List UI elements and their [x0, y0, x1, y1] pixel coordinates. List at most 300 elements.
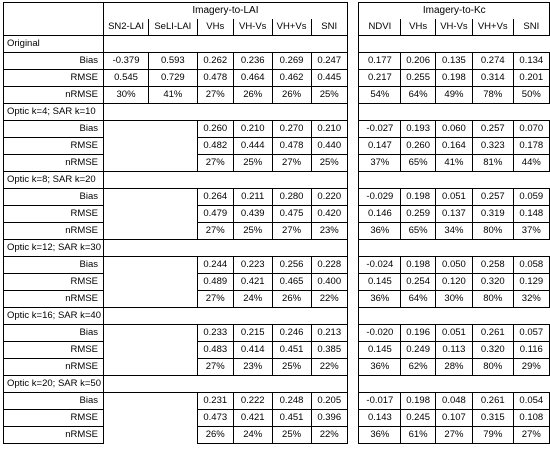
value-cell: 0.260 [197, 121, 233, 138]
value-cell: 25% [233, 223, 272, 240]
value-cell: 54% [359, 87, 401, 104]
value-cell: 36% [359, 291, 401, 308]
column-gap [347, 410, 359, 427]
value-cell: 29% [513, 359, 549, 376]
empty-cell [149, 189, 198, 206]
col-header-lai: VH+Vs [272, 19, 311, 36]
value-cell: 0.051 [435, 325, 472, 342]
value-cell: 0.198 [401, 393, 436, 410]
value-cell: 64% [401, 87, 436, 104]
value-cell: 0.205 [311, 393, 347, 410]
value-cell: 0.215 [233, 325, 272, 342]
value-cell: 49% [435, 87, 472, 104]
value-cell: 0.545 [104, 70, 149, 87]
blank-cell [472, 104, 513, 121]
value-cell: 36% [359, 359, 401, 376]
blank-cell [104, 172, 149, 189]
value-cell: 0.280 [272, 189, 311, 206]
value-cell: 0.400 [311, 274, 347, 291]
value-cell: 41% [435, 155, 472, 172]
value-cell: 0.108 [513, 410, 549, 427]
value-cell: 26% [272, 291, 311, 308]
blank-cell [401, 172, 436, 189]
blank-cell [311, 376, 347, 393]
metric-label: Bias [4, 121, 104, 138]
column-gap [347, 257, 359, 274]
blank-cell [149, 376, 198, 393]
blank-cell [359, 36, 401, 53]
value-cell: 0.231 [197, 393, 233, 410]
blank-cell [149, 104, 198, 121]
blank-cell [149, 172, 198, 189]
empty-cell [149, 206, 198, 223]
metric-label: nRMSE [4, 359, 104, 376]
column-gap [347, 393, 359, 410]
blank-cell [472, 376, 513, 393]
metric-label: RMSE [4, 206, 104, 223]
value-cell: 30% [104, 87, 149, 104]
value-cell: 0.233 [197, 325, 233, 342]
section-title-row [4, 308, 550, 325]
blank-cell [513, 36, 549, 53]
column-gap [347, 206, 359, 223]
value-cell: 25% [311, 87, 347, 104]
value-cell: 0.193 [401, 121, 436, 138]
value-cell: 0.129 [513, 274, 549, 291]
blank-cell [435, 172, 472, 189]
value-cell: 0.259 [401, 206, 436, 223]
blank-cell [513, 172, 549, 189]
blank-cell [359, 104, 401, 121]
value-cell: 0.196 [401, 325, 436, 342]
corner-cell [4, 19, 104, 36]
value-cell: 0.261 [472, 325, 513, 342]
value-cell: 0.261 [472, 393, 513, 410]
value-cell: 0.059 [513, 189, 549, 206]
col-header-kc: VH+Vs [472, 19, 513, 36]
section-title: Optic k=20; SAR k=50 [4, 376, 104, 393]
value-cell: 0.440 [311, 138, 347, 155]
column-gap [347, 342, 359, 359]
blank-cell [359, 240, 401, 257]
value-cell: 0.264 [197, 189, 233, 206]
value-cell: 0.421 [233, 410, 272, 427]
empty-cell [104, 291, 149, 308]
table-row [4, 257, 550, 274]
column-gap [347, 138, 359, 155]
blank-cell [272, 36, 311, 53]
blank-cell [197, 240, 233, 257]
value-cell: 0.314 [472, 70, 513, 87]
metric-label: nRMSE [4, 427, 104, 444]
empty-cell [149, 155, 198, 172]
blank-cell [233, 240, 272, 257]
value-cell: 0.323 [472, 138, 513, 155]
col-header-lai: SeLI-LAI [149, 19, 198, 36]
value-cell: 0.146 [359, 206, 401, 223]
empty-cell [104, 223, 149, 240]
value-cell: 0.478 [272, 138, 311, 155]
value-cell: 0.451 [272, 342, 311, 359]
value-cell: 0.256 [272, 257, 311, 274]
value-cell: 0.245 [401, 410, 436, 427]
value-cell: 0.482 [197, 138, 233, 155]
value-cell: 27% [272, 223, 311, 240]
empty-cell [149, 410, 198, 427]
value-cell: 26% [272, 87, 311, 104]
empty-cell [104, 427, 149, 444]
metric-label: nRMSE [4, 291, 104, 308]
empty-cell [149, 427, 198, 444]
blank-cell [359, 376, 401, 393]
value-cell: 27% [197, 223, 233, 240]
blank-cell [311, 36, 347, 53]
value-cell: 41% [149, 87, 198, 104]
blank-cell [104, 104, 149, 121]
value-cell: 27% [197, 291, 233, 308]
blank-cell [435, 376, 472, 393]
value-cell: 0.164 [435, 138, 472, 155]
table-row [4, 325, 550, 342]
value-cell: 0.414 [233, 342, 272, 359]
blank-cell [104, 308, 149, 325]
blank-cell [401, 308, 436, 325]
section-title-row [4, 36, 550, 53]
table-row [4, 393, 550, 410]
value-cell: 0.255 [401, 70, 436, 87]
column-gap [347, 427, 359, 444]
blank-cell [472, 36, 513, 53]
value-cell: 0.210 [233, 121, 272, 138]
value-cell: 0.206 [401, 53, 436, 70]
value-cell: 0.060 [435, 121, 472, 138]
value-cell: 0.257 [472, 189, 513, 206]
col-header-kc: NDVI [359, 19, 401, 36]
blank-cell [272, 240, 311, 257]
blank-cell [472, 308, 513, 325]
value-cell: 80% [472, 223, 513, 240]
blank-cell [401, 240, 436, 257]
value-cell: 37% [359, 155, 401, 172]
value-cell: 23% [233, 359, 272, 376]
empty-cell [104, 121, 149, 138]
blank-cell [359, 308, 401, 325]
column-gap [347, 274, 359, 291]
blank-cell [149, 240, 198, 257]
empty-cell [104, 393, 149, 410]
metric-label: RMSE [4, 342, 104, 359]
group-header-row [4, 3, 550, 20]
value-cell: -0.029 [359, 189, 401, 206]
group-header-kc: Imagery-to-Kc [359, 3, 550, 20]
blank-cell [272, 376, 311, 393]
value-cell: 0.198 [401, 257, 436, 274]
value-cell: 0.320 [472, 274, 513, 291]
value-cell: 0.220 [311, 189, 347, 206]
empty-cell [104, 206, 149, 223]
value-cell: 0.048 [435, 393, 472, 410]
table-row [4, 138, 550, 155]
section-title-row [4, 172, 550, 189]
blank-cell [104, 240, 149, 257]
section-title-row [4, 240, 550, 257]
table-row [4, 274, 550, 291]
column-gap [347, 325, 359, 342]
value-cell: 25% [272, 359, 311, 376]
value-cell: 0.439 [233, 206, 272, 223]
value-cell: 0.145 [359, 342, 401, 359]
value-cell: 0.260 [401, 138, 436, 155]
section-title-row [4, 376, 550, 393]
column-gap [347, 19, 359, 36]
metric-label: nRMSE [4, 87, 104, 104]
value-cell: 25% [272, 427, 311, 444]
value-cell: 0.147 [359, 138, 401, 155]
value-cell: 0.210 [311, 121, 347, 138]
blank-cell [104, 36, 149, 53]
col-header-kc: VH-Vs [435, 19, 472, 36]
blank-cell [401, 376, 436, 393]
table-row [4, 359, 550, 376]
blank-cell [435, 104, 472, 121]
empty-cell [149, 274, 198, 291]
empty-cell [149, 257, 198, 274]
value-cell: 0.228 [311, 257, 347, 274]
value-cell: 23% [311, 223, 347, 240]
value-cell: 0.262 [197, 53, 233, 70]
value-cell: 0.143 [359, 410, 401, 427]
value-cell: 27% [197, 87, 233, 104]
value-cell: -0.379 [104, 53, 149, 70]
blank-cell [272, 308, 311, 325]
blank-cell [197, 308, 233, 325]
section-title: Optic k=12; SAR k=30 [4, 240, 104, 257]
value-cell: 0.058 [513, 257, 549, 274]
metric-label: Bias [4, 53, 104, 70]
metric-label: nRMSE [4, 155, 104, 172]
value-cell: 26% [233, 87, 272, 104]
blank-cell [233, 308, 272, 325]
table-row [4, 155, 550, 172]
value-cell: 0.475 [272, 206, 311, 223]
blank-cell [233, 376, 272, 393]
value-cell: 0.248 [272, 393, 311, 410]
blank-cell [359, 172, 401, 189]
blank-cell [435, 240, 472, 257]
value-cell: 30% [435, 291, 472, 308]
value-cell: 65% [401, 223, 436, 240]
table-row [4, 53, 550, 70]
table-row [4, 189, 550, 206]
empty-cell [104, 342, 149, 359]
value-cell: 0.473 [197, 410, 233, 427]
blank-cell [513, 104, 549, 121]
value-cell: 25% [233, 155, 272, 172]
value-cell: 0.421 [233, 274, 272, 291]
value-cell: 0.249 [401, 342, 436, 359]
value-cell: -0.024 [359, 257, 401, 274]
value-cell: 44% [513, 155, 549, 172]
value-cell: 81% [472, 155, 513, 172]
column-gap [347, 223, 359, 240]
column-gap [347, 53, 359, 70]
value-cell: 0.445 [311, 70, 347, 87]
table-row [4, 291, 550, 308]
metric-label: Bias [4, 325, 104, 342]
value-cell: 78% [472, 87, 513, 104]
blank-cell [513, 308, 549, 325]
value-cell: 0.120 [435, 274, 472, 291]
metric-label: Bias [4, 189, 104, 206]
results-table [3, 2, 550, 444]
value-cell: 65% [401, 155, 436, 172]
table-row [4, 410, 550, 427]
metric-label: RMSE [4, 70, 104, 87]
blank-cell [401, 36, 436, 53]
value-cell: -0.020 [359, 325, 401, 342]
section-title: Original [4, 36, 104, 53]
value-cell: 0.274 [472, 53, 513, 70]
column-gap [347, 189, 359, 206]
empty-cell [104, 325, 149, 342]
results-table-body [4, 3, 550, 444]
table-row [4, 427, 550, 444]
value-cell: 0.236 [233, 53, 272, 70]
table-row [4, 121, 550, 138]
value-cell: 36% [359, 427, 401, 444]
blank-cell [272, 104, 311, 121]
value-cell: 0.254 [401, 274, 436, 291]
value-cell: 0.420 [311, 206, 347, 223]
blank-cell [149, 308, 198, 325]
value-cell: 0.247 [311, 53, 347, 70]
value-cell: 22% [311, 291, 347, 308]
value-cell: 0.134 [513, 53, 549, 70]
blank-cell [197, 172, 233, 189]
blank-cell [272, 172, 311, 189]
value-cell: 0.201 [513, 70, 549, 87]
value-cell: 27% [435, 427, 472, 444]
blank-cell [435, 36, 472, 53]
column-gap [347, 359, 359, 376]
col-header-lai: SNI [311, 19, 347, 36]
value-cell: 22% [311, 427, 347, 444]
value-cell: -0.017 [359, 393, 401, 410]
table-row [4, 70, 550, 87]
blank-cell [513, 376, 549, 393]
value-cell: 27% [197, 359, 233, 376]
blank-cell [197, 36, 233, 53]
value-cell: 0.269 [272, 53, 311, 70]
metric-label: RMSE [4, 410, 104, 427]
value-cell: 0.213 [311, 325, 347, 342]
empty-cell [149, 291, 198, 308]
column-gap [347, 172, 359, 189]
value-cell: 0.478 [197, 70, 233, 87]
empty-cell [149, 359, 198, 376]
value-cell: 0.223 [233, 257, 272, 274]
value-cell: 0.054 [513, 393, 549, 410]
metric-label: Bias [4, 257, 104, 274]
blank-cell [311, 308, 347, 325]
empty-cell [149, 223, 198, 240]
blank-cell [233, 104, 272, 121]
value-cell: 80% [472, 291, 513, 308]
value-cell: 22% [311, 359, 347, 376]
column-gap [347, 87, 359, 104]
column-gap [347, 308, 359, 325]
value-cell: 32% [513, 291, 549, 308]
value-cell: 0.198 [435, 70, 472, 87]
column-header-row [4, 19, 550, 36]
value-cell: 0.051 [435, 189, 472, 206]
blank-cell [233, 172, 272, 189]
value-cell: 0.116 [513, 342, 549, 359]
blank-cell [104, 376, 149, 393]
value-cell: 0.465 [272, 274, 311, 291]
blank-cell [149, 36, 198, 53]
blank-cell [197, 376, 233, 393]
value-cell: 0.444 [233, 138, 272, 155]
col-header-lai: VH-Vs [233, 19, 272, 36]
value-cell: 0.315 [472, 410, 513, 427]
value-cell: 0.070 [513, 121, 549, 138]
value-cell: 0.319 [472, 206, 513, 223]
value-cell: 34% [435, 223, 472, 240]
value-cell: 0.148 [513, 206, 549, 223]
empty-cell [104, 410, 149, 427]
value-cell: 0.246 [272, 325, 311, 342]
value-cell: 0.464 [233, 70, 272, 87]
empty-cell [104, 138, 149, 155]
group-header-lai: Imagery-to-LAI [104, 3, 348, 20]
empty-cell [104, 274, 149, 291]
value-cell: 0.257 [472, 121, 513, 138]
blank-cell [233, 36, 272, 53]
col-header-kc: VHs [401, 19, 436, 36]
blank-cell [311, 104, 347, 121]
table-row [4, 223, 550, 240]
section-title: Optic k=16; SAR k=40 [4, 308, 104, 325]
value-cell: 79% [472, 427, 513, 444]
value-cell: 27% [513, 427, 549, 444]
column-gap [347, 104, 359, 121]
value-cell: 0.320 [472, 342, 513, 359]
blank-cell [435, 308, 472, 325]
value-cell: 0.593 [149, 53, 198, 70]
value-cell: 0.489 [197, 274, 233, 291]
column-gap [347, 70, 359, 87]
blank-cell [311, 172, 347, 189]
value-cell: 0.137 [435, 206, 472, 223]
metric-label: RMSE [4, 274, 104, 291]
value-cell: 36% [359, 223, 401, 240]
value-cell: 64% [401, 291, 436, 308]
empty-cell [149, 325, 198, 342]
blank-cell [472, 240, 513, 257]
value-cell: 37% [513, 223, 549, 240]
value-cell: 27% [197, 155, 233, 172]
table-row [4, 342, 550, 359]
value-cell: 0.244 [197, 257, 233, 274]
empty-cell [149, 138, 198, 155]
empty-cell [104, 189, 149, 206]
metric-label: RMSE [4, 138, 104, 155]
value-cell: -0.027 [359, 121, 401, 138]
value-cell: 0.198 [401, 189, 436, 206]
section-title: Optic k=4; SAR k=10 [4, 104, 104, 121]
empty-cell [104, 257, 149, 274]
